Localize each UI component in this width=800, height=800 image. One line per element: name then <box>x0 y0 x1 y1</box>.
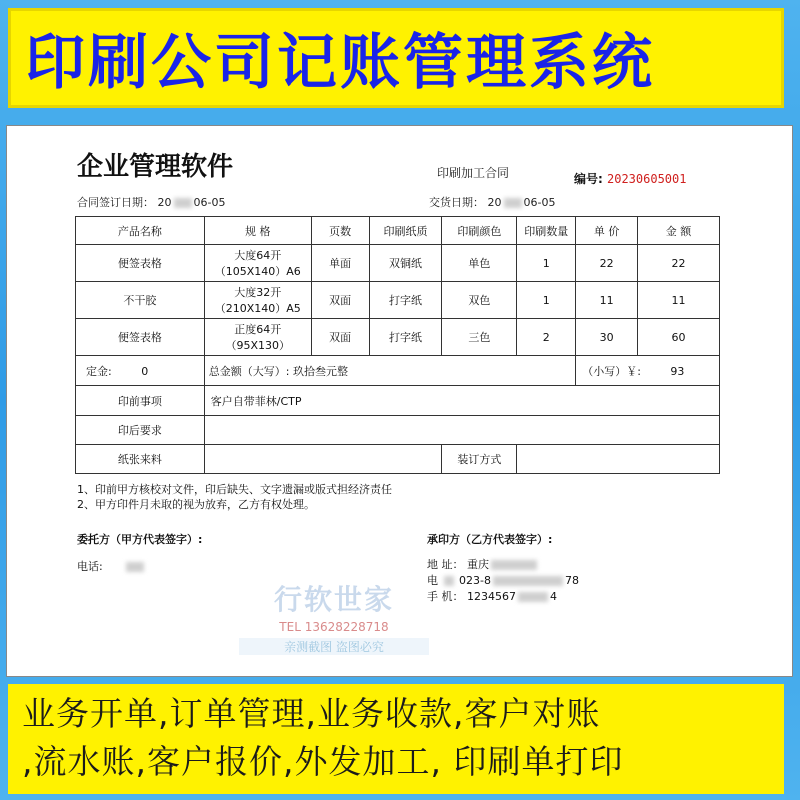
redaction <box>444 576 454 586</box>
redaction <box>174 198 192 208</box>
cell: 打字纸 <box>369 282 442 319</box>
contract-notes <box>77 482 392 512</box>
paper-source-label: 纸张来料 <box>76 445 205 474</box>
cell: 便签表格 <box>76 319 205 356</box>
cell: 60 <box>638 319 720 356</box>
binding-value <box>517 445 720 474</box>
total-lower-value: 93 <box>670 364 685 378</box>
note-line: 1、印前甲方核校对文件，印后缺失、文字遗漏或版式担经济责任 <box>77 483 392 496</box>
delivery-date <box>429 194 555 210</box>
cell: 22 <box>638 245 720 282</box>
contract-number-value: 20230605001 <box>607 172 687 186</box>
total-upper-value: 玖拾叁元整 <box>293 364 349 378</box>
table-row <box>76 319 720 356</box>
party-a-phone-label: 电话: <box>77 560 103 573</box>
cell: 2 <box>517 319 576 356</box>
banner-title: 印刷公司记账管理系统 <box>25 28 655 98</box>
prepress-value: 客户自带菲林/CTP <box>204 386 719 416</box>
cell: 打字纸 <box>369 319 442 356</box>
deposit-value: 0 <box>141 364 149 378</box>
document-title: 企业管理软件 <box>77 152 234 182</box>
sign-date-suffix: 06-05 <box>193 196 226 209</box>
watermark-tel: TEL 13628228718 <box>279 620 389 634</box>
watermark <box>239 578 429 655</box>
postpress-value <box>204 416 719 445</box>
cell: 22 <box>576 245 638 282</box>
paper-source-value <box>204 445 442 474</box>
cell: 三色 <box>442 319 517 356</box>
cell: 1 <box>517 245 576 282</box>
cell: 正度64开（95X130） <box>204 319 311 356</box>
totals-row <box>76 356 720 386</box>
watermark-brand: 行软世家 <box>273 583 394 616</box>
cell: 11 <box>638 282 720 319</box>
feature-line: 业务开单,订单管理,业务收款,客户对账 <box>22 694 601 733</box>
party-b-phone-tail: 78 <box>564 574 579 587</box>
cell: 双面 <box>311 319 369 356</box>
deposit-label: 定金: <box>86 364 112 378</box>
cell: 不干胶 <box>76 282 205 319</box>
total-upper-label: 总金额（大写）: <box>208 364 290 378</box>
feature-line: ,流水账,客户报价,外发加工, 印刷单打印 <box>22 742 624 781</box>
party-b-signature <box>427 531 552 547</box>
redaction <box>491 560 537 570</box>
cell: 便签表格 <box>76 245 205 282</box>
column-header: 印刷颜色 <box>442 217 517 245</box>
party-b-mobile <box>427 588 557 604</box>
party-b-mobile-value: 1234567 <box>467 590 516 603</box>
contract-number-label: 编号: <box>574 172 603 186</box>
party-b-phone-value: 023-8 <box>459 574 491 587</box>
note-line: 2、甲方印件月未取的视为放弃，乙方有权处理。 <box>77 498 315 511</box>
contract-document <box>6 125 793 677</box>
sign-date <box>77 194 225 210</box>
redaction <box>493 576 563 586</box>
binding-label: 装订方式 <box>442 445 517 474</box>
delivery-date-label: 交货日期： <box>429 196 484 209</box>
cell: 11 <box>576 282 638 319</box>
party-b-phone <box>427 572 579 588</box>
postpress-label: 印后要求 <box>76 416 205 445</box>
contract-type: 印刷加工合同 <box>437 166 510 180</box>
cell: 大度32开（210X140）A5 <box>204 282 311 319</box>
redaction <box>504 198 522 208</box>
cell: 单色 <box>442 245 517 282</box>
total-lower-label: （小写）￥: <box>582 364 641 378</box>
column-header: 规 格 <box>204 217 311 245</box>
delivery-date-suffix: 06-05 <box>523 196 556 209</box>
party-b-phone-label: 电 <box>427 574 438 587</box>
party-b-mobile-label: 手 机： <box>427 590 464 603</box>
cell: 双铜纸 <box>369 245 442 282</box>
cell: 双面 <box>311 282 369 319</box>
total-lower-cell <box>576 356 720 386</box>
contract-number <box>574 170 686 187</box>
party-a-signature <box>77 531 202 547</box>
paper-source-row <box>76 445 720 474</box>
order-table <box>75 216 720 474</box>
watermark-warning: 亲测截图 盗图必究 <box>239 638 429 655</box>
sign-date-prefix: 20 <box>157 196 172 209</box>
party-a-label: 委托方（甲方代表签字）: <box>77 533 203 546</box>
party-b-address-label: 地 址： <box>427 558 464 571</box>
cell: 单面 <box>311 245 369 282</box>
table-row <box>76 282 720 319</box>
postpress-row <box>76 416 720 445</box>
prepress-label: 印前事项 <box>76 386 205 416</box>
cell: 30 <box>576 319 638 356</box>
bottom-banner <box>8 684 784 794</box>
column-header: 单 价 <box>576 217 638 245</box>
cell: 大度64开（105X140）A6 <box>204 245 311 282</box>
deposit-cell <box>76 356 205 386</box>
cell: 1 <box>517 282 576 319</box>
column-header: 页数 <box>311 217 369 245</box>
top-banner <box>8 8 784 108</box>
table-row <box>76 245 720 282</box>
cell: 双色 <box>442 282 517 319</box>
prepress-row <box>76 386 720 416</box>
party-b-address-value: 重庆 <box>467 558 489 571</box>
table-header-row <box>76 217 720 245</box>
delivery-date-prefix: 20 <box>487 196 502 209</box>
party-a-phone <box>77 558 146 574</box>
sign-date-label: 合同签订日期： <box>77 196 154 209</box>
column-header: 产品名称 <box>76 217 205 245</box>
party-b-mobile-tail: 4 <box>550 590 557 603</box>
party-b-label: 承印方（乙方代表签字）: <box>427 533 553 546</box>
party-b-address <box>427 556 539 572</box>
total-upper-cell <box>204 356 575 386</box>
redaction <box>126 562 144 572</box>
column-header: 印刷纸质 <box>369 217 442 245</box>
column-header: 金 额 <box>638 217 720 245</box>
column-header: 印刷数量 <box>517 217 576 245</box>
redaction <box>518 592 548 602</box>
